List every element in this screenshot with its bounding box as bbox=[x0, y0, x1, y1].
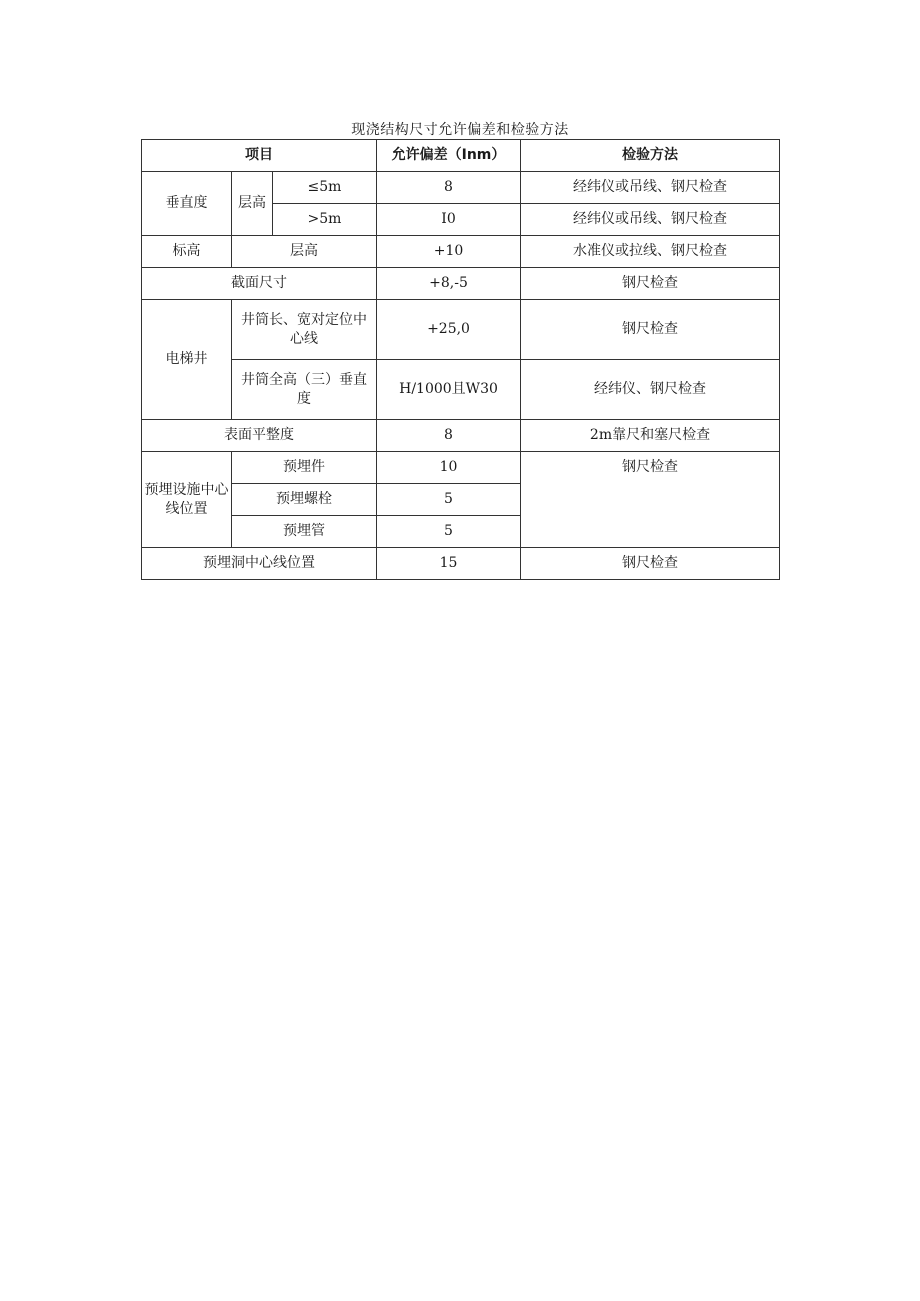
header-method: 检验方法 bbox=[521, 140, 780, 172]
elevator-center-method: 钢尺检查 bbox=[521, 300, 780, 360]
verticality-le5-tolerance: 8 bbox=[377, 172, 521, 204]
embedded-part-tolerance: 10 bbox=[377, 452, 521, 484]
verticality-gt5-tolerance: I0 bbox=[377, 204, 521, 236]
flatness-method: 2m靠尺和塞尺检查 bbox=[521, 420, 780, 452]
header-item: 项目 bbox=[142, 140, 377, 172]
elevator-center-tolerance: +25,0 bbox=[377, 300, 521, 360]
embedded-label: 预埋设施中心线位置 bbox=[142, 452, 232, 548]
table-row bbox=[142, 300, 780, 360]
section-label: 截面尺寸 bbox=[142, 268, 377, 300]
elevation-sub: 层高 bbox=[232, 236, 377, 268]
embedded-bolt-tolerance: 5 bbox=[377, 484, 521, 516]
elevator-label: 电梯井 bbox=[142, 300, 232, 420]
table-row bbox=[142, 452, 780, 484]
flatness-label: 表面平整度 bbox=[142, 420, 377, 452]
verticality-le5-condition: ≤5m bbox=[273, 172, 377, 204]
embedded-pipe-tolerance: 5 bbox=[377, 516, 521, 548]
verticality-gt5-method: 经纬仪或吊线、钢尺检查 bbox=[521, 204, 780, 236]
flatness-tolerance: 8 bbox=[377, 420, 521, 452]
elevator-plumb-tolerance: H/1000且W30 bbox=[377, 360, 521, 420]
table-row bbox=[142, 236, 780, 268]
hole-method: 钢尺检查 bbox=[521, 548, 780, 580]
embedded-bolt-label: 预埋螺栓 bbox=[232, 484, 377, 516]
page-title: 现浇结构尺寸允许偏差和检验方法 bbox=[351, 122, 569, 138]
verticality-gt5-condition: >5m bbox=[273, 204, 377, 236]
elevation-method: 水准仪或拉线、钢尺检查 bbox=[521, 236, 780, 268]
section-tolerance: +8,-5 bbox=[377, 268, 521, 300]
elevator-plumb-label: 井筒全高（三）垂直度 bbox=[232, 360, 377, 420]
hole-label: 预埋洞中心线位置 bbox=[142, 548, 377, 580]
verticality-label: 垂直度 bbox=[142, 172, 232, 236]
embedded-part-label: 预埋件 bbox=[232, 452, 377, 484]
table-row bbox=[142, 268, 780, 300]
embedded-method: 钢尺检查 bbox=[521, 452, 780, 548]
elevator-plumb-method: 经纬仪、钢尺检查 bbox=[521, 360, 780, 420]
tolerance-table bbox=[141, 139, 780, 580]
verticality-le5-method: 经纬仪或吊线、钢尺检查 bbox=[521, 172, 780, 204]
table-header-row bbox=[142, 140, 780, 172]
table-row bbox=[142, 360, 780, 420]
hole-tolerance: 15 bbox=[377, 548, 521, 580]
table-row bbox=[142, 548, 780, 580]
table-row bbox=[142, 420, 780, 452]
elevation-label: 标高 bbox=[142, 236, 232, 268]
table-row bbox=[142, 172, 780, 204]
section-method: 钢尺检查 bbox=[521, 268, 780, 300]
elevator-center-label: 井筒长、宽对定位中心线 bbox=[232, 300, 377, 360]
elevation-tolerance: +10 bbox=[377, 236, 521, 268]
header-tolerance: 允许偏差（Inm） bbox=[377, 140, 521, 172]
embedded-pipe-label: 预埋管 bbox=[232, 516, 377, 548]
verticality-sub-label: 层高 bbox=[232, 172, 273, 236]
